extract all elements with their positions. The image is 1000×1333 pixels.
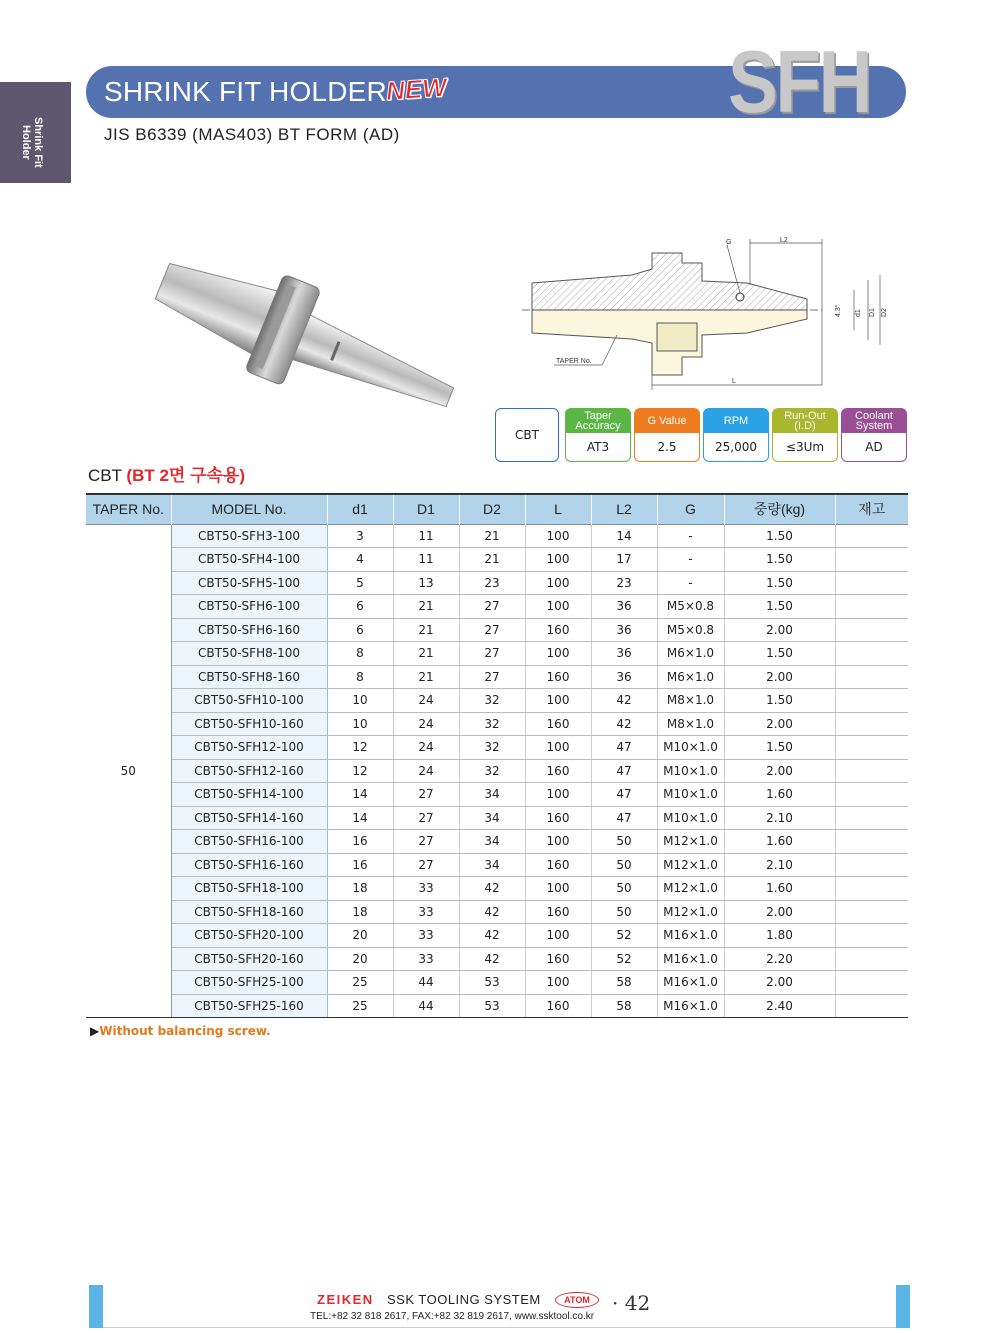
d1-cell: 4 xyxy=(327,548,393,572)
model-cell: CBT50-SFH14-160 xyxy=(171,806,327,830)
product-image xyxy=(130,225,480,460)
d1-cell: 25 xyxy=(327,994,393,1018)
g-cell: M16×1.0 xyxy=(657,994,724,1018)
g-cell: M5×0.8 xyxy=(657,618,724,642)
spec-card-value: 2.5 xyxy=(657,440,677,454)
header-d1: d1 xyxy=(327,494,393,524)
label-l2: L2 xyxy=(780,237,788,244)
l2-cell: 50 xyxy=(591,853,657,877)
g-cell: M16×1.0 xyxy=(657,947,724,971)
l2-cell: 36 xyxy=(591,595,657,619)
footer-system: SSK TOOLING SYSTEM xyxy=(387,1292,541,1307)
l2-cell: 58 xyxy=(591,971,657,995)
spec-card-rpm xyxy=(703,408,769,462)
l2-cell: 47 xyxy=(591,736,657,760)
spec-card-value: AT3 xyxy=(586,440,610,454)
l-cell: 100 xyxy=(525,877,591,901)
d1-cell: 5 xyxy=(327,571,393,595)
D1-cell: 27 xyxy=(393,853,459,877)
d1-cell: 16 xyxy=(327,853,393,877)
l-cell: 160 xyxy=(525,994,591,1018)
l-cell: 100 xyxy=(525,924,591,948)
D2-cell: 42 xyxy=(459,877,525,901)
l-cell: 100 xyxy=(525,595,591,619)
l-cell: 100 xyxy=(525,524,591,548)
table-row xyxy=(86,853,908,877)
stock-cell xyxy=(835,712,908,736)
l2-cell: 50 xyxy=(591,830,657,854)
stock-cell xyxy=(835,806,908,830)
l-cell: 160 xyxy=(525,853,591,877)
weight-cell: 1.50 xyxy=(724,595,835,619)
weight-cell: 1.50 xyxy=(724,571,835,595)
d1-cell: 6 xyxy=(327,618,393,642)
weight-cell: 1.60 xyxy=(724,830,835,854)
section-prefix: CBT xyxy=(88,466,127,485)
l2-cell: 36 xyxy=(591,665,657,689)
d1-cell: 14 xyxy=(327,806,393,830)
stock-cell xyxy=(835,900,908,924)
label-D1: D1 xyxy=(869,308,876,317)
label-angle: 4.3° xyxy=(835,304,842,317)
technical-drawing xyxy=(522,235,892,395)
d1-cell: 12 xyxy=(327,736,393,760)
d1-cell: 6 xyxy=(327,595,393,619)
D2-cell: 32 xyxy=(459,689,525,713)
spec-card-value: 25,000 xyxy=(715,440,757,454)
model-cell: CBT50-SFH16-100 xyxy=(171,830,327,854)
side-tab[interactable] xyxy=(0,82,71,183)
table-row xyxy=(86,759,908,783)
g-cell: M12×1.0 xyxy=(657,853,724,877)
model-cell: CBT50-SFH16-160 xyxy=(171,853,327,877)
D2-cell: 21 xyxy=(459,524,525,548)
stock-cell xyxy=(835,759,908,783)
D1-cell: 21 xyxy=(393,665,459,689)
stock-cell xyxy=(835,618,908,642)
model-cell: CBT50-SFH25-160 xyxy=(171,994,327,1018)
g-cell: M8×1.0 xyxy=(657,689,724,713)
g-cell: M12×1.0 xyxy=(657,830,724,854)
footer-left-bar xyxy=(89,1285,103,1328)
atom-logo-icon: ATOM xyxy=(555,1292,599,1308)
g-cell: M5×0.8 xyxy=(657,595,724,619)
model-cell: CBT50-SFH25-100 xyxy=(171,971,327,995)
header-g: G xyxy=(657,494,724,524)
header-D1: D1 xyxy=(393,494,459,524)
g-cell: M16×1.0 xyxy=(657,971,724,995)
side-tab-label: Shrink Fit Holder xyxy=(20,117,44,168)
l2-cell: 47 xyxy=(591,806,657,830)
D1-cell: 27 xyxy=(393,830,459,854)
stock-cell xyxy=(835,971,908,995)
l2-cell: 36 xyxy=(591,642,657,666)
label-D2: D2 xyxy=(881,308,888,317)
d1-cell: 10 xyxy=(327,689,393,713)
model-cell: CBT50-SFH4-100 xyxy=(171,548,327,572)
D2-cell: 34 xyxy=(459,806,525,830)
l2-cell: 47 xyxy=(591,759,657,783)
model-cell: CBT50-SFH20-160 xyxy=(171,947,327,971)
footnote xyxy=(90,1024,271,1038)
stock-cell xyxy=(835,830,908,854)
l-cell: 160 xyxy=(525,900,591,924)
table-row xyxy=(86,642,908,666)
weight-cell: 1.50 xyxy=(724,689,835,713)
stock-cell xyxy=(835,783,908,807)
g-cell: M10×1.0 xyxy=(657,736,724,760)
l-cell: 100 xyxy=(525,783,591,807)
table-row xyxy=(86,665,908,689)
l2-cell: 50 xyxy=(591,877,657,901)
g-cell: M6×1.0 xyxy=(657,665,724,689)
spec-table xyxy=(86,493,908,1018)
l-cell: 160 xyxy=(525,665,591,689)
D1-cell: 27 xyxy=(393,806,459,830)
header-l2: L2 xyxy=(591,494,657,524)
D1-cell: 24 xyxy=(393,759,459,783)
weight-cell: 1.50 xyxy=(724,548,835,572)
D1-cell: 33 xyxy=(393,877,459,901)
header-model: MODEL No. xyxy=(171,494,327,524)
model-cell: CBT50-SFH3-100 xyxy=(171,524,327,548)
table-row xyxy=(86,971,908,995)
table-row xyxy=(86,877,908,901)
model-cell: CBT50-SFH18-160 xyxy=(171,900,327,924)
stock-cell xyxy=(835,665,908,689)
table-row xyxy=(86,994,908,1018)
D2-cell: 27 xyxy=(459,665,525,689)
g-cell: - xyxy=(657,548,724,572)
spec-card-title: Coolant System xyxy=(842,409,906,433)
l-cell: 100 xyxy=(525,571,591,595)
D2-cell: 34 xyxy=(459,830,525,854)
D2-cell: 42 xyxy=(459,900,525,924)
table-row xyxy=(86,571,908,595)
l2-cell: 52 xyxy=(591,924,657,948)
l2-cell: 52 xyxy=(591,947,657,971)
product-code: SFH xyxy=(728,32,870,131)
l2-cell: 23 xyxy=(591,571,657,595)
l-cell: 100 xyxy=(525,642,591,666)
l-cell: 160 xyxy=(525,759,591,783)
stock-cell xyxy=(835,642,908,666)
label-l: L xyxy=(732,378,736,385)
model-cell: CBT50-SFH6-160 xyxy=(171,618,327,642)
g-cell: M12×1.0 xyxy=(657,877,724,901)
table-row xyxy=(86,595,908,619)
D2-cell: 23 xyxy=(459,571,525,595)
g-cell: - xyxy=(657,571,724,595)
weight-cell: 2.00 xyxy=(724,759,835,783)
D1-cell: 21 xyxy=(393,595,459,619)
D1-cell: 21 xyxy=(393,642,459,666)
D2-cell: 42 xyxy=(459,924,525,948)
weight-cell: 1.60 xyxy=(724,877,835,901)
d1-cell: 20 xyxy=(327,947,393,971)
d1-cell: 16 xyxy=(327,830,393,854)
g-cell: M10×1.0 xyxy=(657,783,724,807)
weight-cell: 2.00 xyxy=(724,971,835,995)
D1-cell: 24 xyxy=(393,736,459,760)
table-row xyxy=(86,689,908,713)
D2-cell: 27 xyxy=(459,595,525,619)
stock-cell xyxy=(835,736,908,760)
D2-cell: 32 xyxy=(459,759,525,783)
table-row xyxy=(86,924,908,948)
new-badge: NEW xyxy=(384,71,448,107)
taper-cell: 50 xyxy=(86,524,171,1018)
stock-cell xyxy=(835,994,908,1018)
l-cell: 100 xyxy=(525,689,591,713)
table-row xyxy=(86,618,908,642)
g-cell: M6×1.0 xyxy=(657,642,724,666)
d1-cell: 3 xyxy=(327,524,393,548)
stock-cell xyxy=(835,877,908,901)
weight-cell: 2.00 xyxy=(724,712,835,736)
footer-right-bar xyxy=(896,1285,910,1328)
note-text: Without balancing screw. xyxy=(99,1024,271,1038)
D1-cell: 27 xyxy=(393,783,459,807)
footer-contact: TEL:+82 32 818 2617, FAX:+82 32 819 2617, www.ssktool.co.kr xyxy=(310,1311,595,1322)
label-taper: TAPER No. xyxy=(556,358,592,365)
weight-cell: 1.50 xyxy=(724,524,835,548)
D2-cell: 27 xyxy=(459,618,525,642)
header-taper: TAPER No. xyxy=(86,494,171,524)
D1-cell: 44 xyxy=(393,994,459,1018)
d1-cell: 18 xyxy=(327,877,393,901)
D2-cell: 32 xyxy=(459,736,525,760)
l-cell: 160 xyxy=(525,618,591,642)
weight-cell: 1.80 xyxy=(724,924,835,948)
weight-cell: 1.50 xyxy=(724,642,835,666)
model-cell: CBT50-SFH8-160 xyxy=(171,665,327,689)
D2-cell: 21 xyxy=(459,548,525,572)
weight-cell: 2.00 xyxy=(724,900,835,924)
spec-card-title: Taper Accuracy xyxy=(566,409,630,433)
table-row xyxy=(86,900,908,924)
d1-cell: 20 xyxy=(327,924,393,948)
stock-cell xyxy=(835,571,908,595)
table-header-row xyxy=(86,494,908,524)
g-cell: M10×1.0 xyxy=(657,759,724,783)
D2-cell: 34 xyxy=(459,853,525,877)
spec-card-title: G Value xyxy=(635,409,699,433)
header-stock: 재고 xyxy=(835,494,908,524)
stock-cell xyxy=(835,947,908,971)
weight-cell: 2.00 xyxy=(724,618,835,642)
D1-cell: 11 xyxy=(393,548,459,572)
stock-cell xyxy=(835,924,908,948)
model-cell: CBT50-SFH6-100 xyxy=(171,595,327,619)
d1-cell: 12 xyxy=(327,759,393,783)
l2-cell: 14 xyxy=(591,524,657,548)
d1-cell: 8 xyxy=(327,665,393,689)
table-row xyxy=(86,712,908,736)
d1-cell: 25 xyxy=(327,971,393,995)
page-number: · 42 xyxy=(612,1291,651,1315)
weight-cell: 2.40 xyxy=(724,994,835,1018)
D1-cell: 21 xyxy=(393,618,459,642)
table-row xyxy=(86,783,908,807)
section-highlight: (BT 2면 구속용) xyxy=(126,466,245,485)
stock-cell xyxy=(835,853,908,877)
l2-cell: 50 xyxy=(591,900,657,924)
l-cell: 100 xyxy=(525,971,591,995)
spec-cards xyxy=(495,408,910,463)
model-cell: CBT50-SFH14-100 xyxy=(171,783,327,807)
d1-cell: 14 xyxy=(327,783,393,807)
model-cell: CBT50-SFH10-100 xyxy=(171,689,327,713)
D1-cell: 33 xyxy=(393,924,459,948)
table-row xyxy=(86,736,908,760)
l2-cell: 47 xyxy=(591,783,657,807)
spec-card-g-value xyxy=(634,408,700,462)
g-cell: M10×1.0 xyxy=(657,806,724,830)
l-cell: 100 xyxy=(525,736,591,760)
header-l: L xyxy=(525,494,591,524)
spec-card-value: AD xyxy=(865,440,883,454)
g-cell: M8×1.0 xyxy=(657,712,724,736)
stock-cell xyxy=(835,689,908,713)
table-row xyxy=(86,830,908,854)
spec-card-coolant xyxy=(841,408,907,462)
weight-cell: 2.10 xyxy=(724,806,835,830)
D1-cell: 44 xyxy=(393,971,459,995)
footer-divider xyxy=(103,1327,896,1328)
D1-cell: 24 xyxy=(393,689,459,713)
label-d1: d1 xyxy=(855,309,862,317)
model-cell: CBT50-SFH5-100 xyxy=(171,571,327,595)
D1-cell: 33 xyxy=(393,947,459,971)
l-cell: 160 xyxy=(525,806,591,830)
d1-cell: 18 xyxy=(327,900,393,924)
section-title xyxy=(88,461,245,486)
l2-cell: 17 xyxy=(591,548,657,572)
D2-cell: 27 xyxy=(459,642,525,666)
D2-cell: 32 xyxy=(459,712,525,736)
D1-cell: 33 xyxy=(393,900,459,924)
g-cell: M16×1.0 xyxy=(657,924,724,948)
model-cell: CBT50-SFH18-100 xyxy=(171,877,327,901)
page-title: SHRINK FIT HOLDER xyxy=(104,76,387,107)
page-subtitle: JIS B6339 (MAS403) BT FORM (AD) xyxy=(104,125,400,144)
l2-cell: 42 xyxy=(591,712,657,736)
D1-cell: 11 xyxy=(393,524,459,548)
D1-cell: 24 xyxy=(393,712,459,736)
g-cell: - xyxy=(657,524,724,548)
weight-cell: 1.60 xyxy=(724,783,835,807)
model-cell: CBT50-SFH20-100 xyxy=(171,924,327,948)
table-row xyxy=(86,548,908,572)
spec-card-title: RPM xyxy=(704,409,768,433)
g-cell: M12×1.0 xyxy=(657,900,724,924)
l-cell: 100 xyxy=(525,548,591,572)
l2-cell: 58 xyxy=(591,994,657,1018)
table-row xyxy=(86,524,908,548)
model-cell: CBT50-SFH12-100 xyxy=(171,736,327,760)
weight-cell: 2.10 xyxy=(724,853,835,877)
weight-cell: 2.00 xyxy=(724,665,835,689)
model-cell: CBT50-SFH8-100 xyxy=(171,642,327,666)
weight-cell: 1.50 xyxy=(724,736,835,760)
shrink-body xyxy=(292,315,458,419)
spec-card-run-out xyxy=(772,408,838,462)
model-cell: CBT50-SFH10-160 xyxy=(171,712,327,736)
table-row xyxy=(86,947,908,971)
l2-cell: 42 xyxy=(591,689,657,713)
D2-cell: 53 xyxy=(459,971,525,995)
header-weight: 중량(kg) xyxy=(724,494,835,524)
l-cell: 160 xyxy=(525,712,591,736)
l2-cell: 36 xyxy=(591,618,657,642)
spec-card-taper-accuracy xyxy=(565,408,631,462)
model-cell: CBT50-SFH12-160 xyxy=(171,759,327,783)
stock-cell xyxy=(835,524,908,548)
weight-cell: 2.20 xyxy=(724,947,835,971)
note-arrow-icon: ▶ xyxy=(90,1024,100,1038)
spec-card-title: Run-Out (I.D) xyxy=(773,409,837,433)
header-D2: D2 xyxy=(459,494,525,524)
l-cell: 100 xyxy=(525,830,591,854)
D2-cell: 42 xyxy=(459,947,525,971)
d1-cell: 8 xyxy=(327,642,393,666)
footer-brand: ZEIKEN xyxy=(317,1292,374,1307)
spec-card-value: ≤3Um xyxy=(785,440,825,454)
l-cell: 160 xyxy=(525,947,591,971)
stock-cell xyxy=(835,595,908,619)
stock-cell xyxy=(835,548,908,572)
d1-cell: 10 xyxy=(327,712,393,736)
D2-cell: 53 xyxy=(459,994,525,1018)
label-g: G xyxy=(726,239,732,246)
D2-cell: 34 xyxy=(459,783,525,807)
table-row xyxy=(86,806,908,830)
spec-main-card: CBT xyxy=(495,408,559,462)
D1-cell: 13 xyxy=(393,571,459,595)
